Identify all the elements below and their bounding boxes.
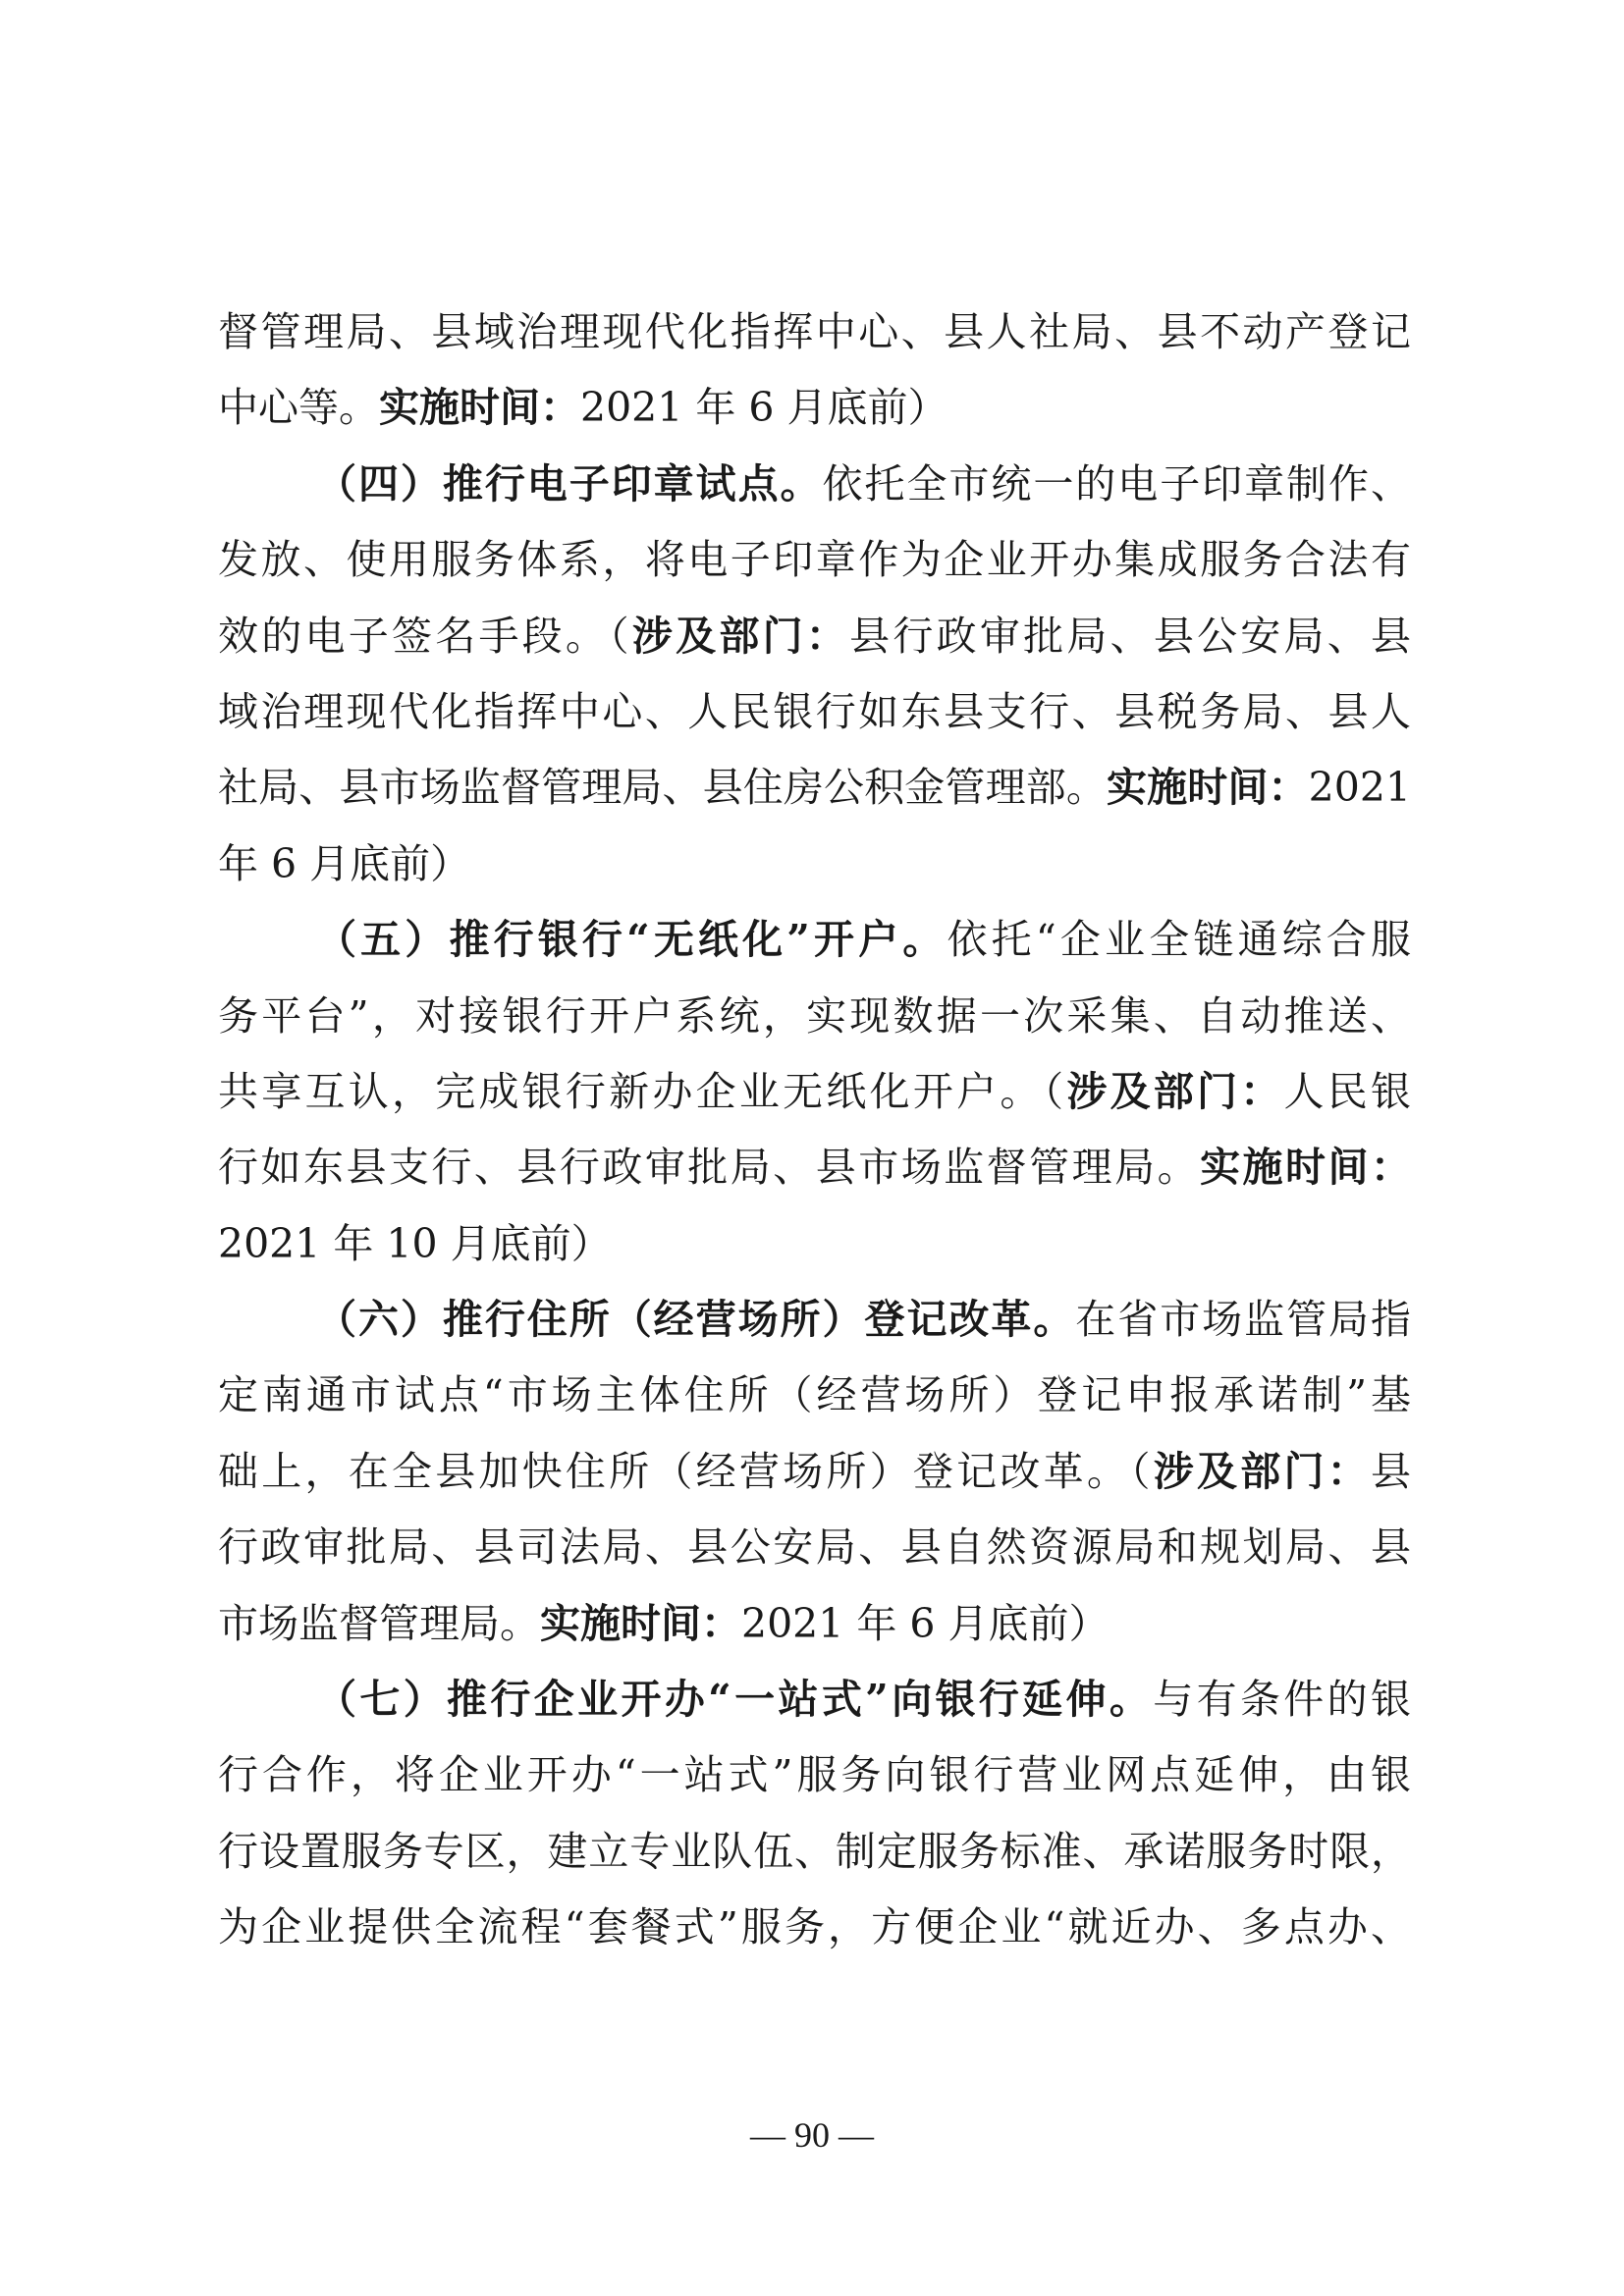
text-line: [218, 522, 1411, 598]
bold-heading-text: 实施时间：: [540, 1599, 741, 1647]
body-text-segment: 2021: [1308, 764, 1412, 812]
bold-heading-text: 实施时间：: [379, 384, 580, 432]
body-text-segment: 务平台”，对接银行开户系统，实现数据一次采集、自动推送、: [218, 991, 1411, 1040]
body-text-segment: 在省市场监管局指: [1075, 1296, 1412, 1344]
body-text-segment: 行合作，将企业开办“一站式”服务向银行营业网点延伸，由银: [218, 1751, 1411, 1799]
text-line: [218, 674, 1411, 750]
text-line: [218, 370, 1411, 446]
paragraph-first-line: [218, 1282, 1411, 1358]
bold-heading-text: 实施时间：: [1106, 764, 1309, 812]
bold-heading-text: （六）推行住所（经营场所）登记改革。: [316, 1296, 1076, 1344]
text-line: [218, 1358, 1411, 1433]
body-text-segment: 效的电子签名手段。（: [218, 612, 632, 660]
page-number: — 90 —: [750, 2115, 874, 2155]
text-line: [218, 979, 1411, 1054]
text-line: [218, 1130, 1411, 1205]
text-line: [218, 1434, 1411, 1510]
body-text-segment: 年 6 月底前）: [218, 839, 471, 887]
body-text-segment: 共享互认，完成银行新办企业无纸化开户。（: [218, 1067, 1067, 1115]
document-body: [218, 294, 1411, 1966]
body-text-segment: 依托全市统一的电子印章制作、: [822, 459, 1412, 507]
body-text-segment: 2021 年 10 月底前）: [218, 1219, 612, 1267]
text-line: [218, 599, 1411, 674]
text-line: [218, 1206, 1411, 1282]
body-text-segment: 2021 年 6 月底前）: [741, 1599, 1110, 1647]
body-text-segment: 发放、使用服务体系，将电子印章作为企业开办集成服务合法有: [218, 536, 1411, 584]
body-text-segment: 与有条件的银: [1153, 1676, 1411, 1724]
body-text-segment: 督管理局、县域治理现代化指挥中心、县人社局、县不动产登记: [218, 308, 1411, 355]
text-line: [218, 1737, 1411, 1813]
body-text-segment: 为企业提供全流程“套餐式”服务，方便企业“就近办、多点办、: [218, 1903, 1411, 1951]
text-line: [218, 1054, 1411, 1130]
bold-heading-text: （五）推行银行“无纸化”开户。: [316, 916, 947, 964]
bold-heading-text: 涉及部门：: [1066, 1067, 1284, 1115]
body-text-segment: 行设置服务专区，建立专业队伍、制定服务标准、承诺服务时限，: [218, 1827, 1411, 1875]
bold-heading-text: （四）推行电子印章试点。: [316, 459, 823, 507]
body-text-segment: 定南通市试点“市场主体住所（经营场所）登记申报承诺制”基: [218, 1371, 1411, 1419]
body-text-segment: 域治理现代化指挥中心、人民银行如东县支行、县税务局、县人: [218, 687, 1411, 735]
body-text-segment: 县: [1371, 1447, 1412, 1495]
text-line: [218, 750, 1411, 826]
text-line: [218, 1890, 1411, 1965]
paragraph-first-line: [218, 447, 1411, 522]
body-text-segment: 社局、县市场监督管理局、县住房公积金管理部。: [218, 764, 1107, 812]
bold-heading-text: （七）推行企业开办“一站式”向银行延伸。: [316, 1676, 1154, 1724]
body-text-segment: 中心等。: [218, 384, 379, 432]
body-text-segment: 县行政审批局、县公安局、县: [849, 612, 1412, 660]
body-text-segment: 行政审批局、县司法局、县公安局、县自然资源局和规划局、县: [218, 1523, 1411, 1572]
body-text-segment: 市场监督管理局。: [218, 1599, 540, 1647]
text-line: [218, 1586, 1411, 1662]
body-text-segment: 础上，在全县加快住所（经营场所）登记改革。（: [218, 1447, 1154, 1495]
bold-heading-text: 实施时间：: [1200, 1144, 1412, 1192]
body-text-segment: 行如东县支行、县行政审批局、县市场监督管理局。: [218, 1144, 1201, 1192]
paragraph-first-line: [218, 902, 1411, 978]
text-line: [218, 294, 1411, 370]
text-line: [218, 1814, 1411, 1890]
text-line: [218, 827, 1411, 902]
bold-heading-text: 涉及部门：: [1153, 1447, 1372, 1495]
body-text-segment: 2021 年 6 月底前）: [580, 384, 948, 432]
text-line: [218, 1510, 1411, 1585]
body-text-segment: 依托“企业全链通综合服: [947, 916, 1411, 964]
bold-heading-text: 涉及部门：: [631, 612, 850, 660]
paragraph-first-line: [218, 1662, 1411, 1737]
body-text-segment: 人民银: [1283, 1067, 1412, 1115]
